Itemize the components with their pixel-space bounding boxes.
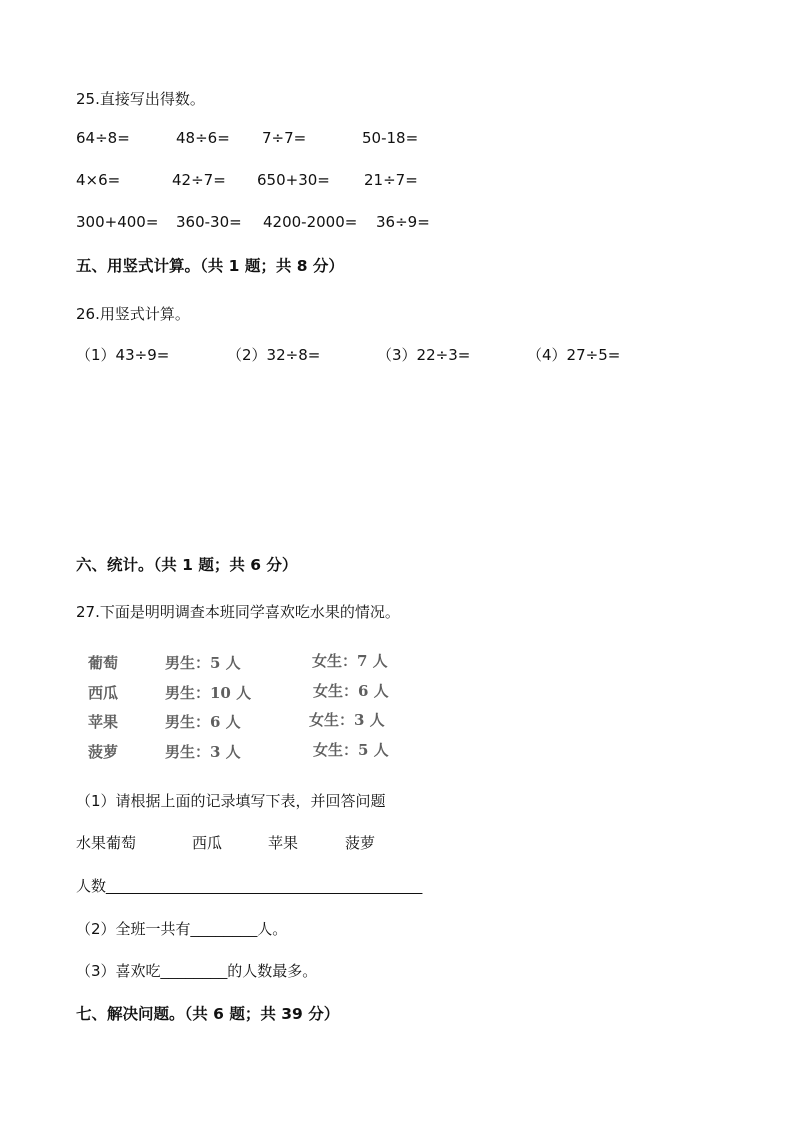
count-blank[interactable]: ____________________________________ bbox=[106, 878, 423, 895]
table-header-cell: 西瓜 bbox=[192, 834, 223, 852]
q25-expr: 64÷8= bbox=[76, 129, 130, 147]
q26-item: （3）22÷3= bbox=[377, 346, 471, 364]
count-row bbox=[76, 875, 422, 896]
q25-title: 25.直接写出得数。 bbox=[76, 90, 205, 108]
table-header-cell: 水果葡萄 bbox=[76, 834, 137, 852]
record-fruit: 苹果 bbox=[88, 713, 119, 731]
q25-expr: 650+30= bbox=[257, 171, 330, 189]
sub2-text: （2）全班一共有 bbox=[76, 920, 191, 938]
record-girls: 女生：3 人 bbox=[309, 711, 385, 729]
q25-expr: 4200-2000= bbox=[263, 213, 358, 231]
count-label: 人数 bbox=[76, 877, 107, 895]
section5-heading: 五、用竖式计算。（共 1 题；共 8 分） bbox=[76, 257, 344, 275]
q25-expr: 360-30= bbox=[176, 213, 242, 231]
q25-expr: 50-18= bbox=[362, 129, 419, 147]
record-fruit: 西瓜 bbox=[88, 684, 119, 702]
section7-heading: 七、解决问题。（共 6 题；共 39 分） bbox=[76, 1005, 340, 1023]
sub2-suffix: 人。 bbox=[257, 920, 288, 938]
record-boys: 男生：6 人 bbox=[165, 713, 241, 731]
record-boys: 男生：5 人 bbox=[165, 654, 241, 672]
record-girls: 女生：7 人 bbox=[312, 652, 388, 670]
q25-expr: 4×6= bbox=[76, 171, 121, 189]
table-header-cell: 菠萝 bbox=[345, 834, 376, 852]
record-boys: 男生：10 人 bbox=[165, 684, 252, 702]
q25-expr: 7÷7= bbox=[262, 129, 307, 147]
q27-title: 27.下面是明明调查本班同学喜欢吃水果的情况。 bbox=[76, 603, 400, 621]
q25-expr: 42÷7= bbox=[172, 171, 226, 189]
sub3-blank[interactable]: ________ bbox=[160, 963, 228, 980]
q25-expr: 300+400= bbox=[76, 213, 159, 231]
q26-item: （2）32÷8= bbox=[227, 346, 321, 364]
q25-expr: 21÷7= bbox=[364, 171, 418, 189]
q27-sub2 bbox=[76, 918, 287, 939]
record-fruit: 葡萄 bbox=[88, 654, 119, 672]
section6-heading: 六、统计。（共 1 题；共 6 分） bbox=[76, 556, 298, 574]
record-girls: 女生：6 人 bbox=[313, 682, 389, 700]
survey-record-image bbox=[88, 645, 418, 770]
table-header-cell: 苹果 bbox=[268, 834, 299, 852]
sub3-suffix: 的人数最多。 bbox=[227, 962, 318, 980]
q27-sub3 bbox=[76, 960, 317, 981]
sub2-blank[interactable]: ________ bbox=[190, 921, 258, 938]
q26-item: （1）43÷9= bbox=[76, 346, 170, 364]
q26-title: 26.用竖式计算。 bbox=[76, 305, 190, 323]
sub3-text: （3）喜欢吃 bbox=[76, 962, 161, 980]
q27-sub1: （1）请根据上面的记录填写下表，并回答问题 bbox=[76, 792, 386, 810]
record-girls: 女生：5 人 bbox=[313, 741, 389, 759]
record-boys: 男生：3 人 bbox=[165, 743, 241, 761]
q25-expr: 48÷6= bbox=[176, 129, 230, 147]
q26-item: （4）27÷5= bbox=[527, 346, 621, 364]
record-fruit: 菠萝 bbox=[88, 743, 119, 761]
q25-expr: 36÷9= bbox=[376, 213, 430, 231]
